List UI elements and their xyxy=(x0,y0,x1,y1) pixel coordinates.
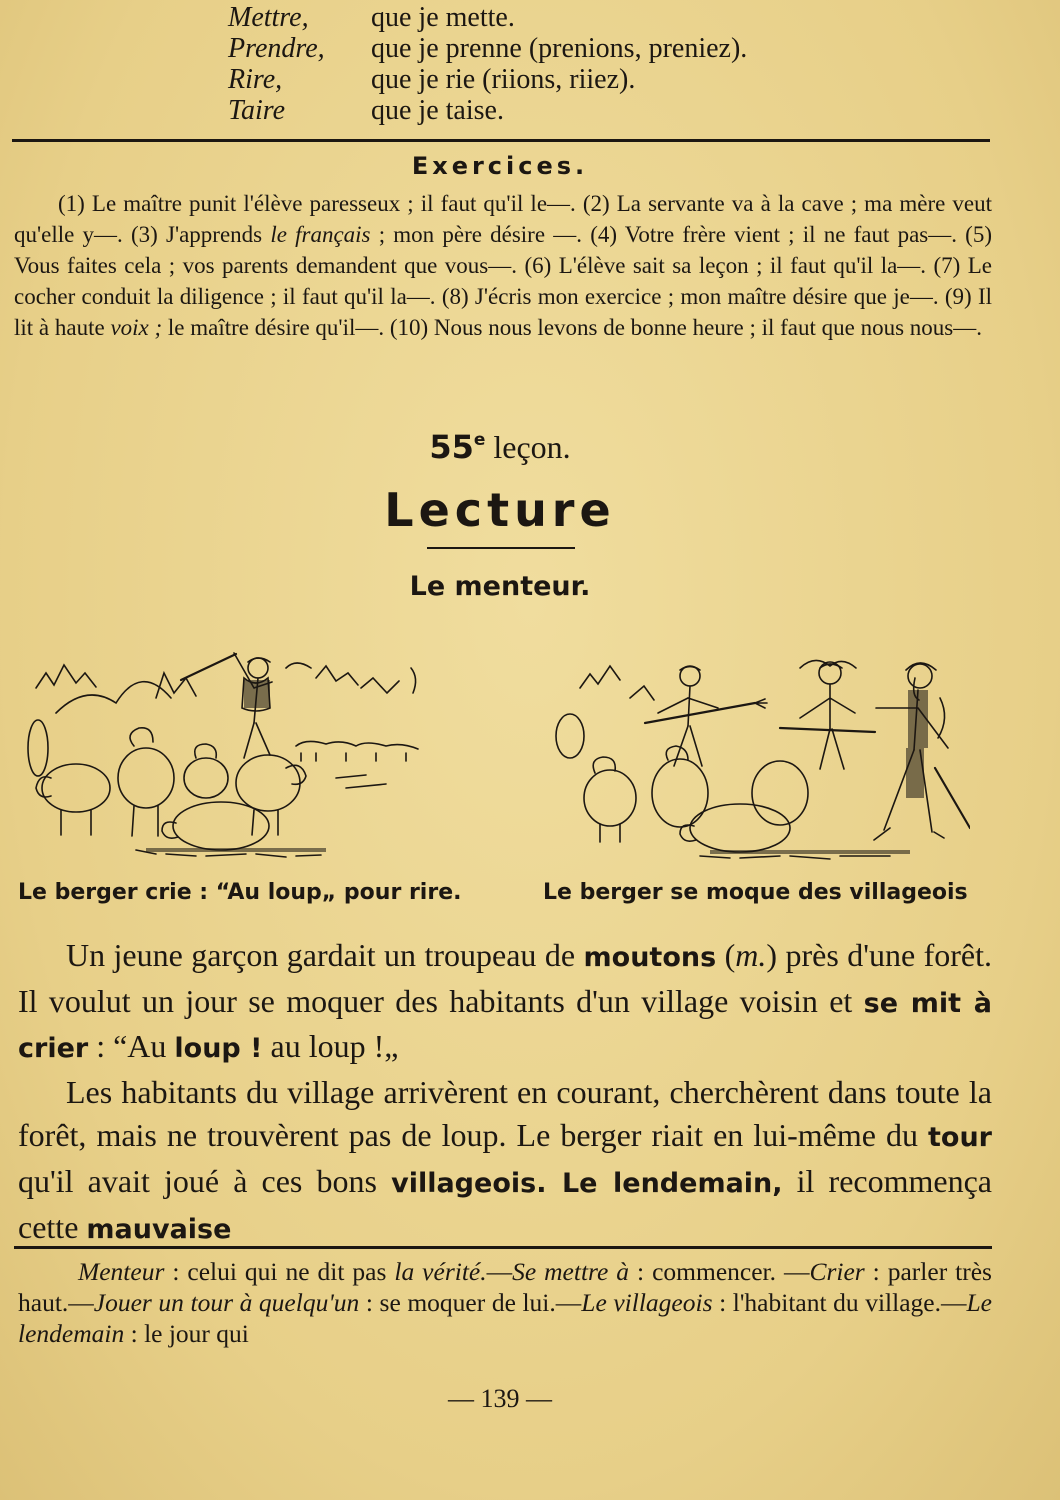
conjugation-verb: Prendre, xyxy=(228,33,325,64)
note-text: : celui qui ne dit pas xyxy=(164,1257,395,1286)
conjugation-row xyxy=(228,95,747,126)
conjugation-form: que je taise. xyxy=(371,95,504,126)
villagers-drawing xyxy=(540,628,970,868)
conjugation-table xyxy=(228,2,747,126)
exercise-text-part: (1) Le maître punit l'élève paresseux ; il faut qu'il le—. (2) La servante va à la cave ; ma mère veut qu'elle y—. (3) J'apprends xyxy=(14,191,992,247)
story-text-part: ( xyxy=(716,937,736,973)
section-title: Lecture xyxy=(384,483,616,537)
section-divider xyxy=(12,139,990,142)
vocabulary-notes xyxy=(18,1256,992,1349)
story-bold: loup ! xyxy=(174,1033,263,1065)
exercises-text xyxy=(14,188,992,343)
note-term: Crier xyxy=(809,1257,865,1286)
conjugation-row xyxy=(228,64,747,95)
note-text: : se moquer de lui.— xyxy=(359,1288,582,1317)
note-text: : commencer. — xyxy=(629,1257,810,1286)
exercise-text-part: ; mon père désire —. (4) Votre frère vient ; il ne faut pas—. (5) Vous faites cela ; vos parents demandent que vous—. (6) L'élève sait sa leçon ; il faut qu'il la—. (7) Le cocher conduit la diligence ; il faut qu'il la—. (8) J'écris mon exercice ; mon maître désire que je—. (9) Il lit à haute xyxy=(14,222,992,340)
story-bold: tour xyxy=(928,1122,992,1154)
story-text xyxy=(18,934,992,1251)
caption-left: Le berger crie : “Au loup„ pour rire. xyxy=(18,880,462,905)
illustration-shepherd-crying xyxy=(16,628,438,868)
conjugation-verb: Taire xyxy=(228,95,286,126)
lesson-word: leçon. xyxy=(493,429,571,465)
story-title: Le menteur. xyxy=(409,571,591,602)
conjugation-form: que je rie (riions, riiez). xyxy=(371,64,636,95)
conjugation-form: que je prenne (prenions, preniez). xyxy=(371,33,748,64)
conjugation-verb: Rire, xyxy=(228,64,283,95)
story-text-part: qu'il avait joué à ces bons xyxy=(18,1162,392,1199)
exercise-italic: le français xyxy=(270,222,371,247)
lesson-heading xyxy=(0,428,1000,466)
shepherd-sheep-drawing xyxy=(16,628,438,868)
note-text: : l'habitant du village.— xyxy=(712,1288,967,1317)
story-bold: se mit à crier xyxy=(18,987,993,1065)
conjugation-verb: Mettre, xyxy=(228,2,309,33)
exercises-title: Exercices. xyxy=(411,152,589,180)
story-bold: villageois. Le lendemain, xyxy=(391,1167,783,1199)
note-text: — xyxy=(486,1257,513,1286)
conjugation-row xyxy=(228,33,747,64)
exercise-italic: voix ; xyxy=(110,315,163,340)
note-term: Menteur xyxy=(78,1257,165,1286)
page-number: — 139 — xyxy=(448,1384,552,1413)
story-paragraph xyxy=(18,934,992,1071)
lesson-number: 55 xyxy=(429,428,474,466)
note-text: : le jour qui xyxy=(124,1319,249,1348)
story-text-part: Les habitants du village arrivèrent en courant, cherchèrent dans toute la forêt, mais ne trouvèrent pas de loup. Le berger riait en lui-même du xyxy=(18,1073,992,1154)
story-text-part: il recommença cette xyxy=(18,1162,993,1245)
story-text-part: Un jeune garçon gardait un troupeau de xyxy=(66,937,584,973)
note-term: Jouer un tour à quelqu'un xyxy=(93,1288,360,1317)
exercise-text-part: le maître désire qu'il—. (10) Nous nous levons de bonne heure ; il faut que nous nous—. xyxy=(162,315,983,340)
illustration-shepherd-mocking xyxy=(540,628,970,868)
lesson-suffix: e xyxy=(473,430,486,450)
story-bold: mauvaise xyxy=(86,1213,232,1245)
conjugation-row xyxy=(228,2,747,33)
story-text-part: : “Au xyxy=(88,1028,175,1065)
story-bold: moutons xyxy=(583,942,717,973)
story-text-part: au loup !„ xyxy=(262,1028,399,1065)
title-underline xyxy=(427,547,575,549)
story-paragraph xyxy=(18,1071,992,1251)
note-term: Se mettre à xyxy=(512,1257,630,1286)
note-term: Le lendemain xyxy=(18,1288,992,1348)
story-text-part: ) près d'une forêt. Il voulut un jour se moquer des habitants d'un village voisin et xyxy=(18,937,993,1019)
note-term: Le villageois xyxy=(581,1288,713,1317)
story-italic: m. xyxy=(735,937,767,973)
note-text: : parler très haut.— xyxy=(18,1257,992,1317)
conjugation-form: que je mette. xyxy=(371,2,515,33)
note-term: la vérité. xyxy=(394,1257,487,1286)
footnote-divider xyxy=(14,1246,992,1249)
caption-right: Le berger se moque des villageois xyxy=(543,880,968,905)
